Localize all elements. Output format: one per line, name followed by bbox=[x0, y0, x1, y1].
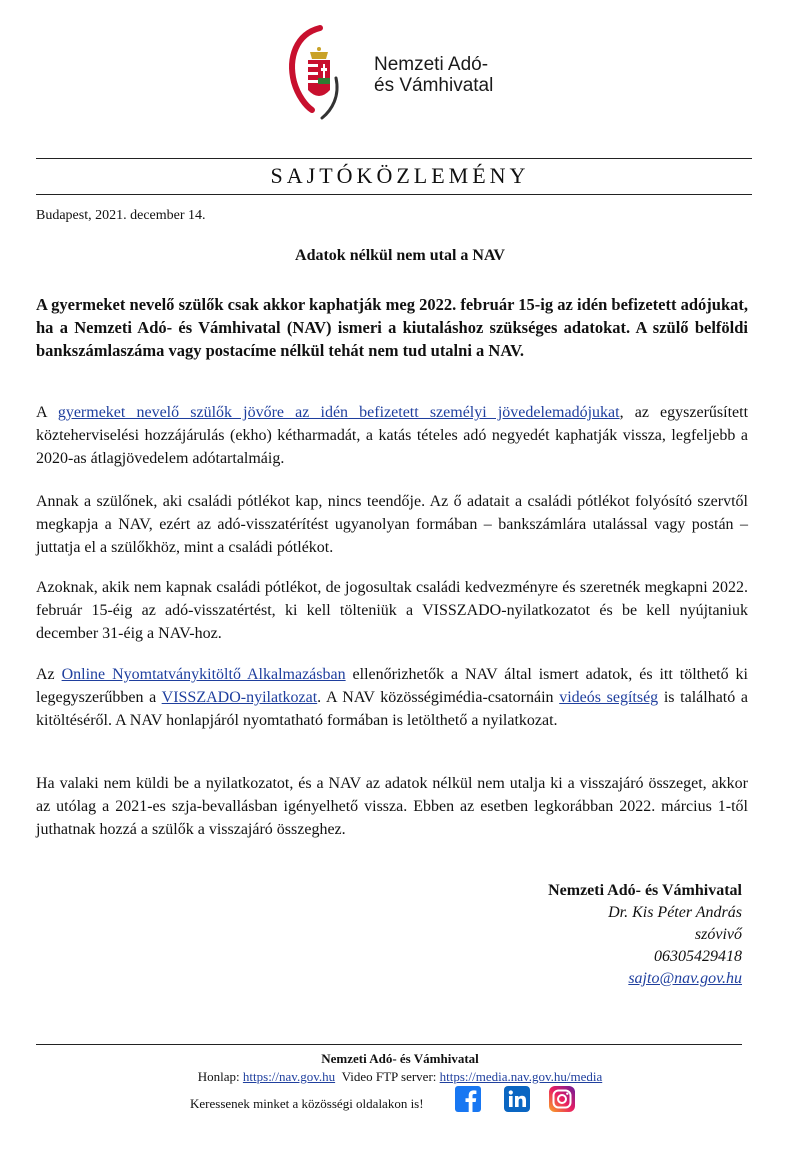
linkedin-icon[interactable] bbox=[504, 1086, 530, 1112]
online-form-app-link[interactable]: Online Nyomtatványkitöltő Alkalmazásban bbox=[61, 666, 346, 683]
paragraph-4 bbox=[36, 663, 748, 732]
p4-t1: Az bbox=[36, 666, 62, 683]
p4-t2: ellenőrizhetők a NAV által ismert adatok, és itt tölthető ki legegyszerűbben a bbox=[36, 666, 749, 706]
coat-of-arms-icon bbox=[282, 22, 362, 122]
signature-phone: 06305429418 bbox=[654, 948, 742, 965]
signature-name: Dr. Kis Péter András bbox=[608, 904, 742, 921]
homepage-label: Honlap: bbox=[197, 1069, 243, 1084]
p4-t3: . A NAV közösségimédia-csatornáin bbox=[317, 689, 560, 706]
instagram-icon[interactable] bbox=[549, 1086, 575, 1112]
video-help-link[interactable]: videós segítség bbox=[559, 689, 659, 706]
ftp-label: Video FTP server: bbox=[341, 1069, 440, 1084]
nav-logo bbox=[282, 22, 522, 122]
visszado-declaration-link[interactable]: VISSZADO-nyilatkozat bbox=[161, 689, 318, 706]
facebook-icon[interactable] bbox=[455, 1086, 481, 1112]
paragraph-5 bbox=[36, 772, 748, 841]
lead-paragraph bbox=[36, 293, 748, 362]
signature-block bbox=[548, 880, 742, 990]
paragraph-3 bbox=[36, 576, 748, 645]
document-type-title: SAJTÓKÖZLEMÉNY bbox=[270, 163, 530, 188]
release-date: Budapest, 2021. december 14. bbox=[36, 208, 206, 223]
signature-role: szóvivő bbox=[694, 926, 742, 943]
lead-text: A gyermeket nevelő szülők csak akkor kaphatják meg 2022. február 15-ig az idén befizetett adójukat, ha a Nemzeti Adó- és Vámhivatal (NAV) ismeri a kiutaláshoz szükséges adatokat. A szülő belföldi bankszámlaszáma vagy postacíme nélkül tehát nem tud utalni a NAV. bbox=[36, 295, 748, 360]
p2-text: Annak a szülőnek, aki családi pótlékot kap, nincs teendője. Az ő adatait a családi pótlékot folyósító szervtől megkapja a NAV, ezért az adó-visszatérítést ugyanolyan formában – bankszámlára utalással vagy postán – juttatja el a szülőkhöz, mint a családi pótlékot. bbox=[36, 493, 748, 556]
signature-email-link[interactable]: sajto@nav.gov.hu bbox=[628, 970, 742, 987]
p1-post: , az egyszerűsített közteherviselési hozzájárulás (ekho) kétharmadát, a katás tételes adó negyedét kaphatják vissza, legfeljebb a 2020-as átlagjövedelem adótartalmáig. bbox=[36, 404, 749, 467]
logo-org-line2: és Vámhivatal bbox=[374, 75, 494, 96]
footer-links bbox=[0, 1069, 800, 1085]
footer-divider bbox=[36, 1044, 742, 1045]
headline: Adatok nélkül nem utal a NAV bbox=[295, 247, 505, 264]
social-text: Keressenek minket a közösségi oldalakon is! bbox=[190, 1096, 424, 1111]
logo-org-line1: Nemzeti Adó- bbox=[374, 54, 489, 75]
refund-info-link[interactable]: gyermeket nevelő szülők jövőre az idén befizetett személyi jövedelemadójukat bbox=[57, 404, 620, 421]
homepage-link[interactable]: https://nav.gov.hu bbox=[242, 1069, 336, 1084]
header-divider-top bbox=[36, 158, 752, 159]
p1-pre: A bbox=[36, 404, 58, 421]
logo-org-name bbox=[374, 54, 493, 96]
header-divider-bottom bbox=[36, 194, 752, 195]
footer-org: Nemzeti Adó- és Vámhivatal bbox=[321, 1051, 479, 1066]
p5-text: Ha valaki nem küldi be a nyilatkozatot, és a NAV az adatok nélkül nem utalja ki a visszajáró összeget, akkor az utólag a 2021-es szja-bevallásban igényelhető vissza. Ebben az esetben legkorábban 2022. március 1-től juthatnak hozzá a szülők a visszajáró összeghez. bbox=[36, 775, 748, 838]
p4-t4: is található a kitöltéséről. A NAV honlapjáról nyomtatható formában is letölthető a nyilatkozat. bbox=[36, 689, 749, 729]
paragraph-2 bbox=[36, 490, 748, 559]
ftp-link[interactable]: https://media.nav.gov.hu/media bbox=[439, 1069, 603, 1084]
signature-org: Nemzeti Adó- és Vámhivatal bbox=[548, 882, 742, 899]
paragraph-1 bbox=[36, 401, 748, 470]
p3-text: Azoknak, akik nem kapnak családi pótlékot, de jogosultak családi kedvezményre és szeretnék megkapni 2022. február 15-éig az adó-visszatértést, ki kell tölteniük a VISSZADO-nyilatkozatot és be kell nyújtaniuk december 31-éig a NAV-hoz. bbox=[36, 579, 748, 642]
